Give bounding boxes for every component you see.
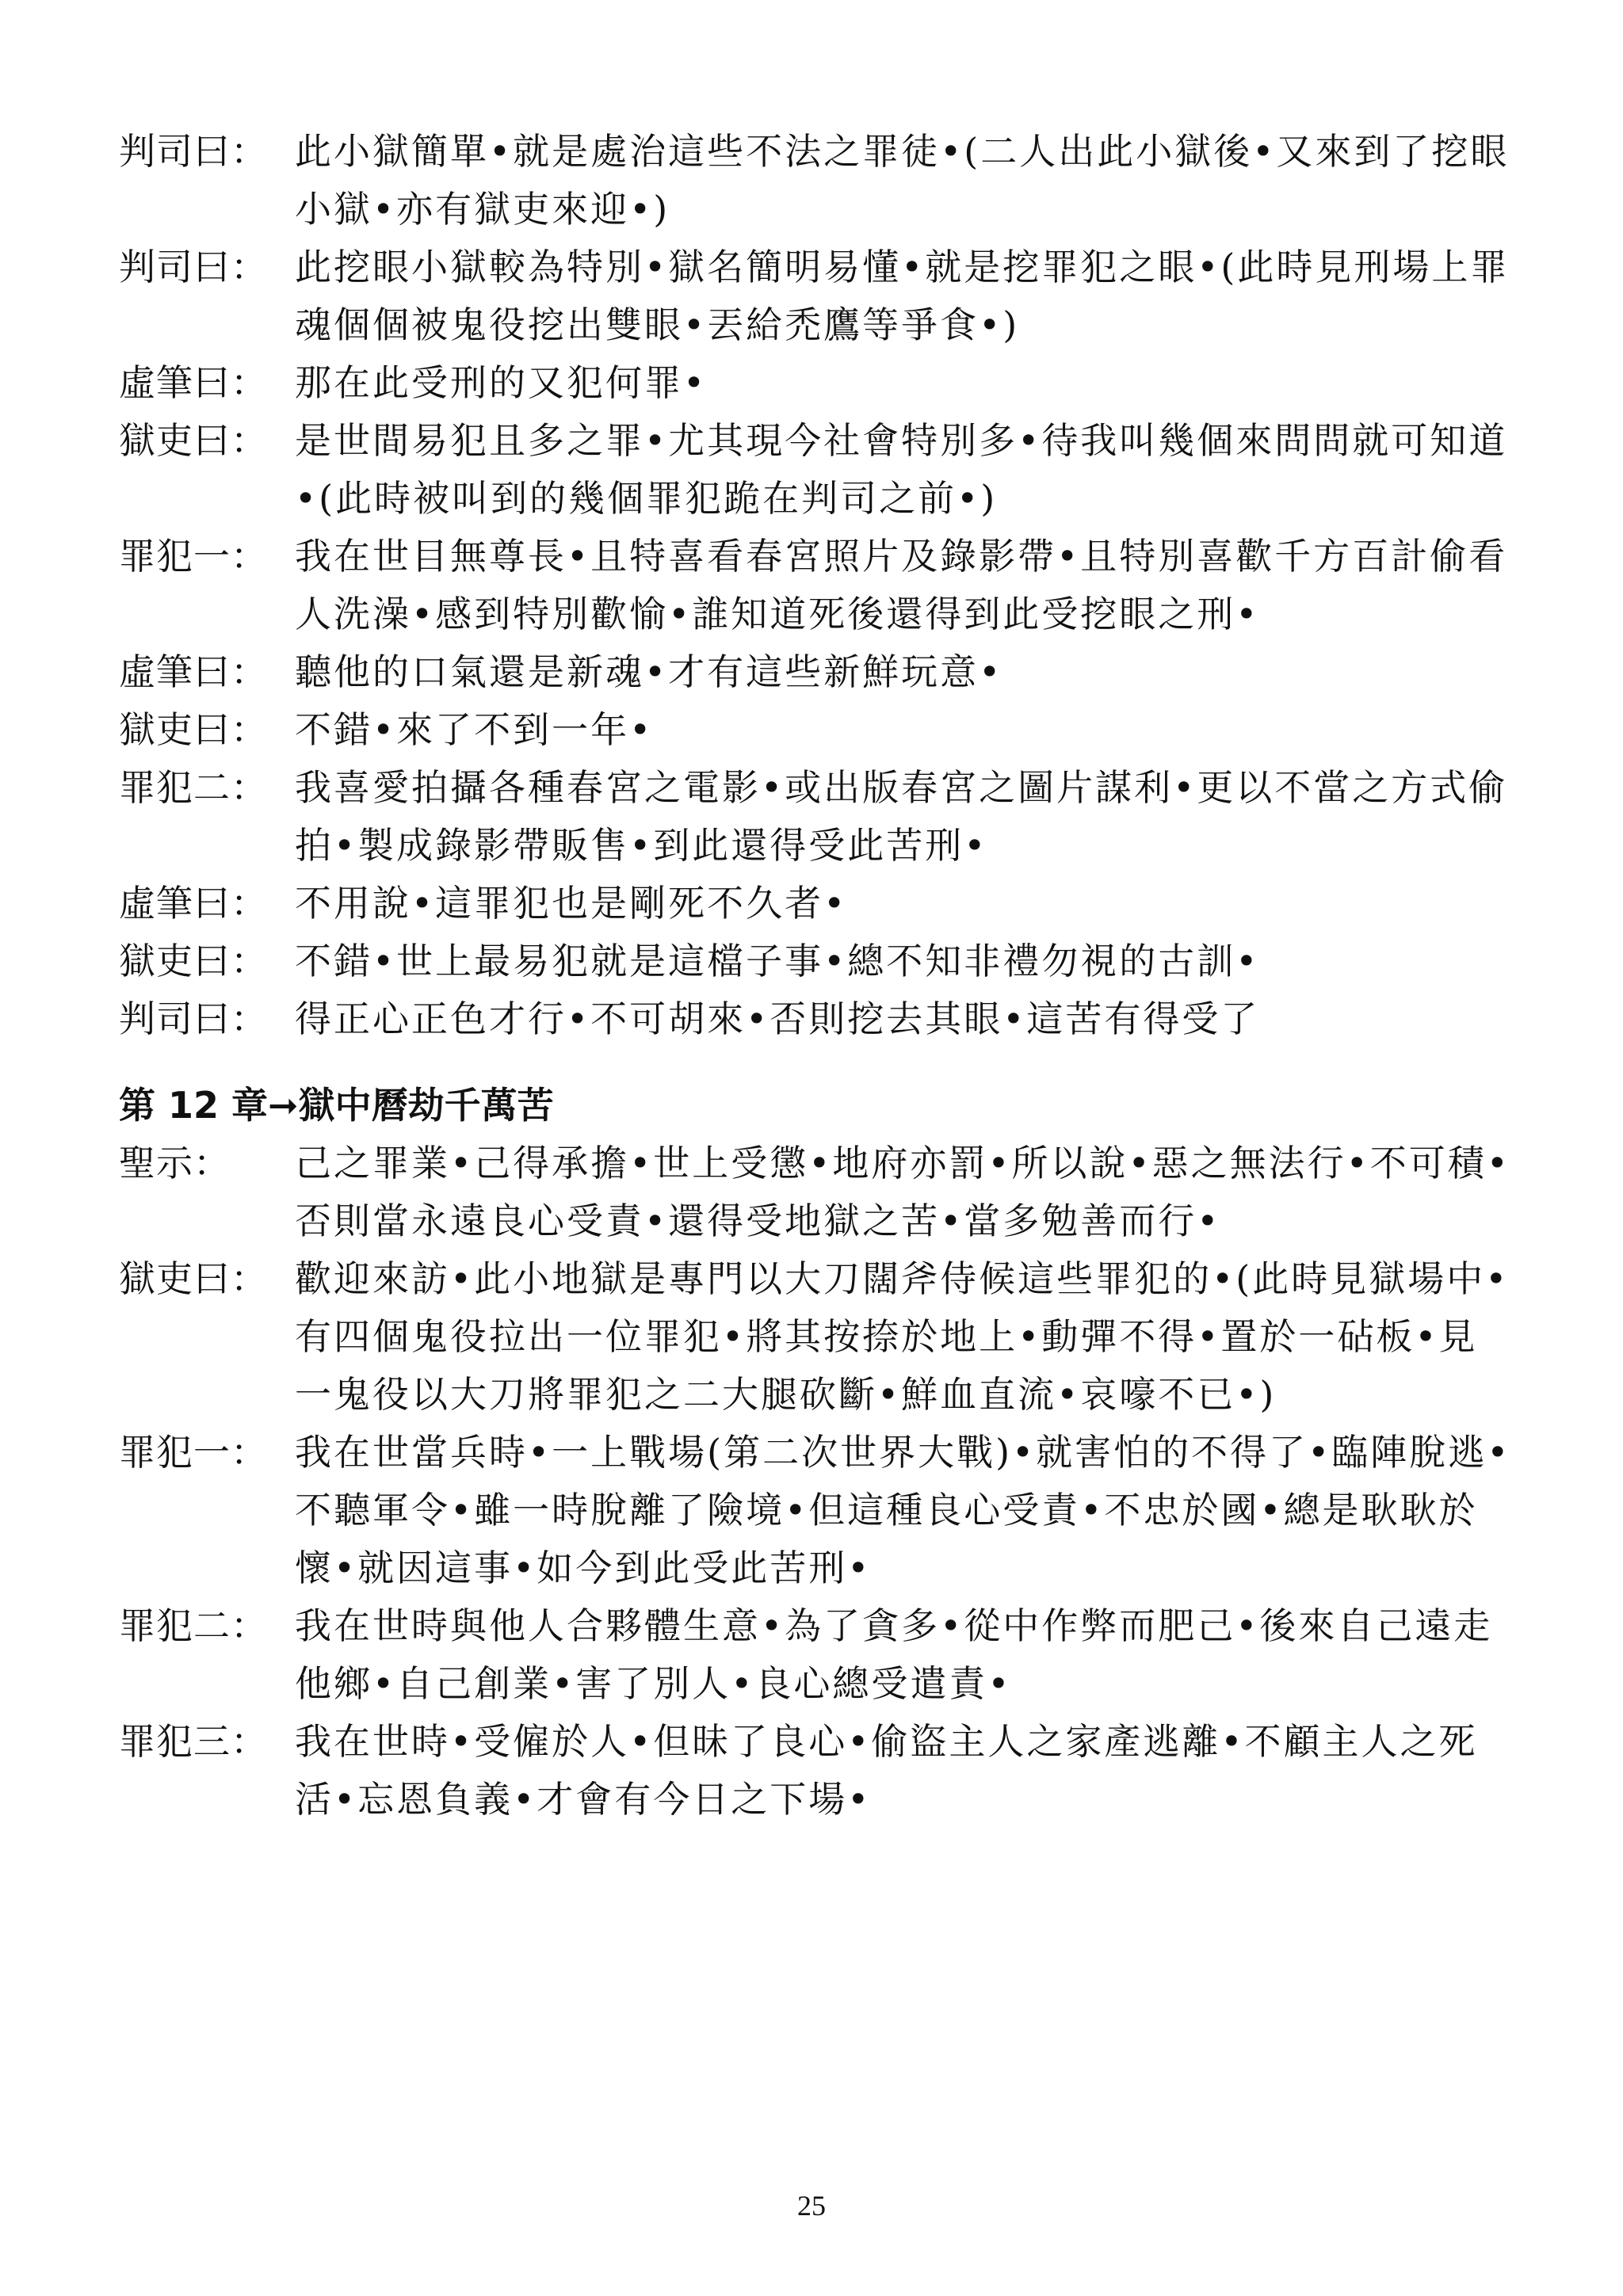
dialogue-line	[119, 1424, 1514, 1597]
speaker-label: 罪犯二：	[119, 1604, 268, 1647]
dialogue-line	[119, 238, 1514, 354]
dialogue-text: 不錯•來了不到一年•	[295, 708, 654, 751]
dialogue-line	[119, 759, 1514, 875]
dialogue-text: 我喜愛拍攝各種春宮之電影•或出版春宮之圖片謀利•更以不當之方式偷拍•製成錄影帶販售•到此還得受此苦刑•	[295, 766, 1508, 867]
dialogue-line	[119, 643, 1514, 701]
speaker-label: 獄吏曰：	[119, 708, 268, 751]
dialogue-line	[119, 701, 1514, 759]
dialogue-line	[119, 412, 1514, 528]
dialogue-line	[119, 933, 1514, 990]
dialogue-text: 我在世時與他人合夥體生意•為了貪多•從中作弊而肥己•後來自己遠走他鄉•自己創業•害了別人•良心總受遣責•	[295, 1604, 1493, 1705]
dialogue-text: 是世間易犯且多之罪•尤其現今社會特別多•待我叫幾個來問問就可知道•(此時被叫到的幾個罪犯跪在判司之前•)	[295, 419, 1508, 520]
dialogue-text: 得正心正色才行•不可胡來•否則挖去其眼•這苦有得受了	[295, 997, 1260, 1040]
speaker-label: 虛筆曰：	[119, 882, 268, 925]
dialogue-line	[119, 990, 1514, 1048]
dialogue-text: 我在世當兵時•一上戰場(第二次世界大戰)•就害怕的不得了•臨陣脫逃•不聽軍令•雖一時脫離了險境•但這種良心受責•不忠於國•總是耿耿於懷•就因這事•如今到此受此苦刑•	[295, 1431, 1511, 1589]
speaker-label: 獄吏曰：	[119, 419, 268, 462]
speaker-label: 罪犯三：	[119, 1720, 268, 1763]
speaker-label: 罪犯二：	[119, 766, 268, 809]
dialogue-text: 那在此受刑的又犯何罪•	[295, 361, 708, 404]
speaker-label: 判司曰：	[119, 130, 268, 173]
speaker-label: 聖示：	[119, 1142, 231, 1184]
dialogue-text: 我在世時•受僱於人•但昧了良心•偷盜主人之家產逃離•不顧主人之死活•忘恩負義•才會有今日之下場•	[295, 1720, 1478, 1821]
speaker-label: 虛筆曰：	[119, 361, 268, 404]
speaker-label: 獄吏曰：	[119, 1257, 268, 1300]
dialogue-line	[119, 528, 1514, 643]
dialogue-line	[119, 875, 1514, 933]
dialogue-text: 不用說•這罪犯也是剛死不久者•	[295, 882, 848, 925]
speaker-label: 虛筆曰：	[119, 650, 268, 693]
speaker-label: 獄吏曰：	[119, 940, 268, 982]
dialogue-text: 我在世目無尊長•且特喜看春宮照片及錄影帶•且特別喜歡千方百計偷看人洗澡•感到特別歡愉•誰知道死後還得到此受挖眼之刑•	[295, 535, 1508, 635]
speaker-label: 罪犯一：	[119, 1431, 268, 1474]
dialogue-text: 己之罪業•己得承擔•世上受懲•地府亦罰•所以說•惡之無法行•不可積•否則當永遠良心受責•還得受地獄之苦•當多勉善而行•	[295, 1142, 1510, 1242]
dialogue-text: 此挖眼小獄較為特別•獄名簡明易懂•就是挖罪犯之眼•(此時見刑場上罪魂個個被鬼役挖出雙眼•丟給禿鷹等爭食•)	[295, 246, 1510, 346]
speaker-label: 判司曰：	[119, 246, 268, 288]
dialogue-text: 聽他的口氣還是新魂•才有這些新鮮玩意•	[295, 650, 1003, 693]
dialogue-line	[119, 1713, 1514, 1829]
dialogue-text: 歡迎來訪•此小地獄是專門以大刀闊斧侍候這些罪犯的•(此時見獄場中•有四個鬼役拉出一位罪犯•將其按捺於地上•動彈不得•置於一砧板•見一鬼役以大刀將罪犯之二大腿砍斷•鮮血直流•哀嚎不已•)	[295, 1257, 1510, 1416]
dialogue-text: 不錯•世上最易犯就是這檔子事•總不知非禮勿視的古訓•	[295, 940, 1260, 982]
speaker-label: 判司曰：	[119, 997, 268, 1040]
dialogue-line	[119, 354, 1514, 412]
dialogue-text: 此小獄簡單•就是處治這些不法之罪徒•(二人出此小獄後•又來到了挖眼小獄•亦有獄吏來迎•)	[295, 130, 1510, 231]
dialogue-line	[119, 123, 1514, 238]
page-number: 25	[797, 2190, 826, 2222]
dialogue-line	[119, 1135, 1514, 1250]
speaker-label: 罪犯一：	[119, 535, 268, 578]
dialogue-line	[119, 1597, 1514, 1713]
dialogue-line	[119, 1250, 1514, 1424]
dialogue-section-top	[119, 123, 1514, 1048]
dialogue-section-bottom	[119, 1135, 1514, 1829]
chapter-heading: 第 12 章➞獄中曆劫千萬苦	[119, 1084, 554, 1127]
document-body	[119, 123, 1514, 1829]
